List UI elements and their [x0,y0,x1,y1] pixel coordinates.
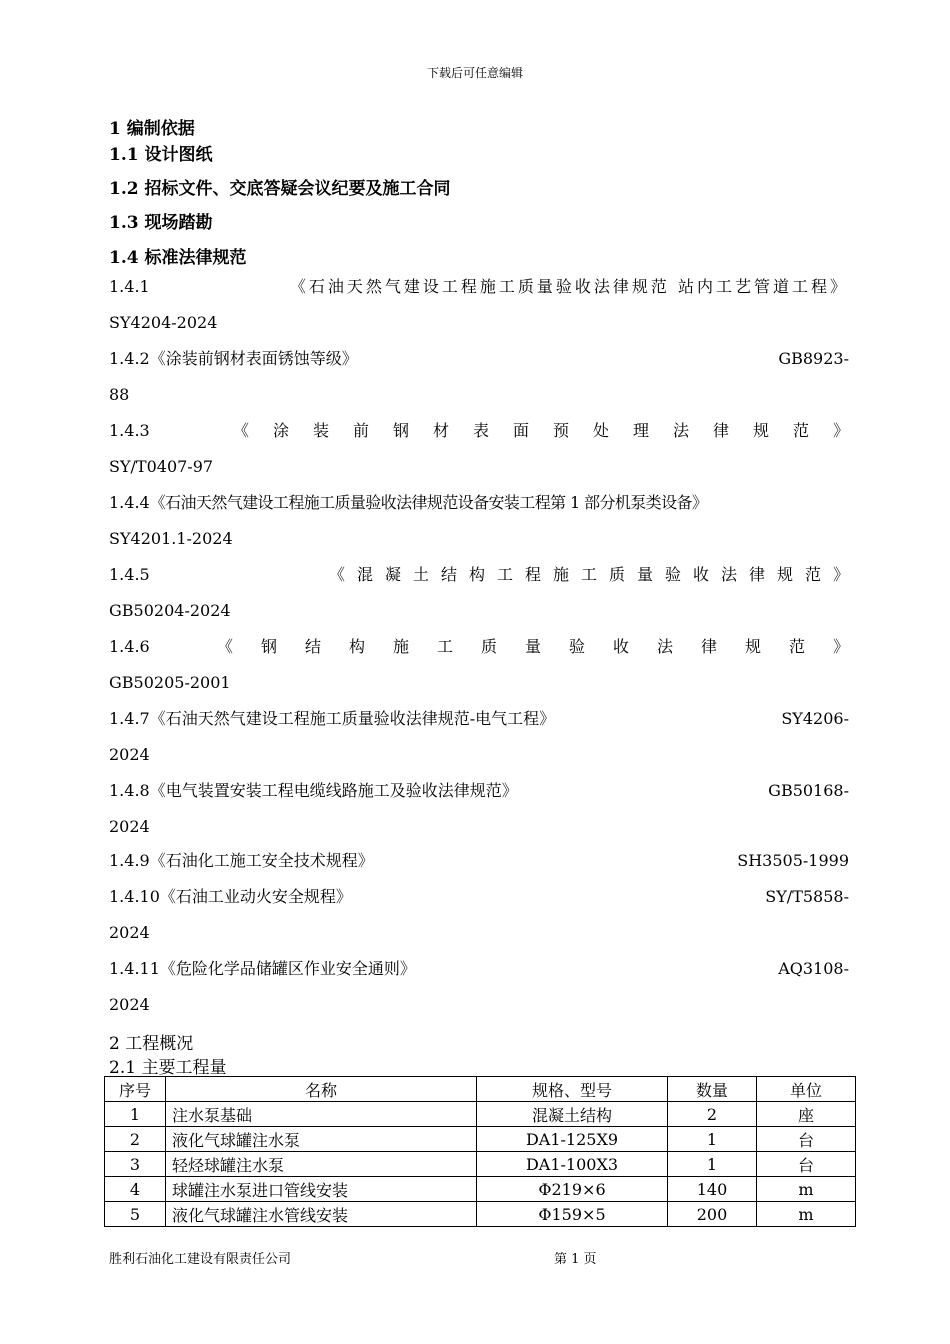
standard-title: 《石油工业动火安全规程》 [159,887,352,906]
cell-index: 1 [105,1102,166,1127]
cell-qty: 200 [668,1202,757,1227]
standard-item [109,635,877,695]
standard-item [109,491,849,551]
section-heading-1: 1 编制依据 [109,119,195,139]
standard-title: 《混凝土结构工程施工质量验收法律规范》 [328,565,861,584]
col-header-qty: 数量 [668,1077,757,1102]
standard-number: 1.4.6 [109,637,150,656]
standard-item [109,957,849,1017]
standard-number: 1.4.10 [109,887,160,906]
standard-item [109,275,849,335]
standard-code: SH3505-1999 [737,851,849,870]
standard-code: SY4204-2024 [109,313,218,332]
cell-qty: 2 [668,1102,757,1127]
cell-qty: 140 [668,1177,757,1202]
standard-title: 《涂装前钢材表面锈蚀等级》 [149,349,358,368]
cell-unit: 台 [757,1127,856,1152]
standard-title: 《石油天然气建设工程施工质量验收法律规范设备安装工程第 1 部分机泵类设备》 [149,493,708,512]
table-row [105,1127,856,1152]
cell-name: 液化气球罐注水管线安装 [166,1202,477,1227]
standard-code: SY/T5858- [765,887,849,906]
cell-name: 注水泵基础 [166,1102,477,1127]
standard-title: 《电气装置安装工程电缆线路施工及验收法律规范》 [149,781,518,800]
footer-page-number: 第 1 页 [554,1252,597,1267]
cell-name: 液化气球罐注水泵 [166,1127,477,1152]
standard-code-cont: 2024 [109,745,150,764]
table-row [105,1152,856,1177]
cell-spec: Φ219×6 [477,1177,668,1202]
standard-item [109,563,861,623]
standard-code-cont: 2024 [109,995,150,1014]
standard-code: GB50204-2024 [109,601,231,620]
standard-item [109,885,849,945]
standard-code: SY/T0407-97 [109,457,214,476]
standard-number: 1.4.9 [109,851,150,870]
standard-item [109,419,873,479]
section-heading-2: 2 工程概况 [109,1034,194,1054]
cell-qty: 1 [668,1152,757,1177]
standard-number: 1.4.3 [109,421,150,440]
cell-spec: DA1-125X9 [477,1127,668,1152]
section-heading-1-2: 1.2 招标文件、交底答疑会议纪要及施工合同 [109,179,451,199]
cell-unit: m [757,1177,856,1202]
section-heading-2-1: 2.1 主要工程量 [109,1058,227,1078]
standard-number: 1.4.7 [109,709,150,728]
standard-item [109,849,849,873]
cell-index: 4 [105,1177,166,1202]
cell-name: 轻烃球罐注水泵 [166,1152,477,1177]
cell-qty: 1 [668,1127,757,1152]
cell-name: 球罐注水泵进口管线安装 [166,1177,477,1202]
col-header-name: 名称 [166,1077,477,1102]
cell-unit: 座 [757,1102,856,1127]
col-header-unit: 单位 [757,1077,856,1102]
standard-number: 1.4.2 [109,349,150,368]
standard-title: 《石油天然气建设工程施工质量验收法律规范 站内工艺管道工程》 [289,277,849,296]
cell-spec: DA1-100X3 [477,1152,668,1177]
cell-index: 3 [105,1152,166,1177]
table-row [105,1202,856,1227]
section-heading-1-4: 1.4 标准法律规范 [109,248,247,268]
standard-title: 《涂装前钢材表面预处理法律规范》 [232,421,873,440]
standard-code: AQ3108- [778,959,849,978]
footer-company: 胜利石油化工建设有限责任公司 [109,1252,292,1267]
quantities-table [104,1076,856,1227]
cell-unit: m [757,1202,856,1227]
section-heading-1-1: 1.1 设计图纸 [109,145,213,165]
standard-title: 《石油化工施工安全技术规程》 [149,851,374,870]
cell-spec: 混凝土结构 [477,1102,668,1127]
table-header-row [105,1077,856,1102]
cell-unit: 台 [757,1152,856,1177]
standard-number: 1.4.4 [109,493,150,512]
standard-code: SY4201.1-2024 [109,529,233,548]
col-header-index: 序号 [105,1077,166,1102]
standard-item [109,347,849,407]
cell-index: 5 [105,1202,166,1227]
section-heading-1-3: 1.3 现场踏勘 [109,213,213,233]
cell-spec: Φ159×5 [477,1202,668,1227]
standard-code: SY4206- [781,709,849,728]
standard-code-cont: 2024 [109,923,150,942]
standard-item [109,707,849,767]
standard-number: 1.4.11 [109,959,160,978]
standard-title: 《危险化学品储罐区作业安全通则》 [159,959,416,978]
standard-code: GB50205-2001 [109,673,231,692]
table-row [105,1102,856,1127]
standard-code-cont: 88 [109,385,130,404]
col-header-spec: 规格、型号 [477,1077,668,1102]
standard-title: 《钢结构施工质量验收法律规范》 [216,637,877,656]
standard-item [109,779,849,839]
cell-index: 2 [105,1127,166,1152]
page-header: 下载后可任意编辑 [426,66,523,80]
standard-code: GB8923- [778,349,849,368]
standard-number: 1.4.5 [109,565,150,584]
table-row [105,1177,856,1202]
standard-title: 《石油天然气建设工程施工质量验收法律规范-电气工程》 [149,709,556,728]
standard-code: GB50168- [768,781,849,800]
standard-number: 1.4.1 [109,277,150,296]
standard-number: 1.4.8 [109,781,150,800]
standard-code-cont: 2024 [109,817,150,836]
